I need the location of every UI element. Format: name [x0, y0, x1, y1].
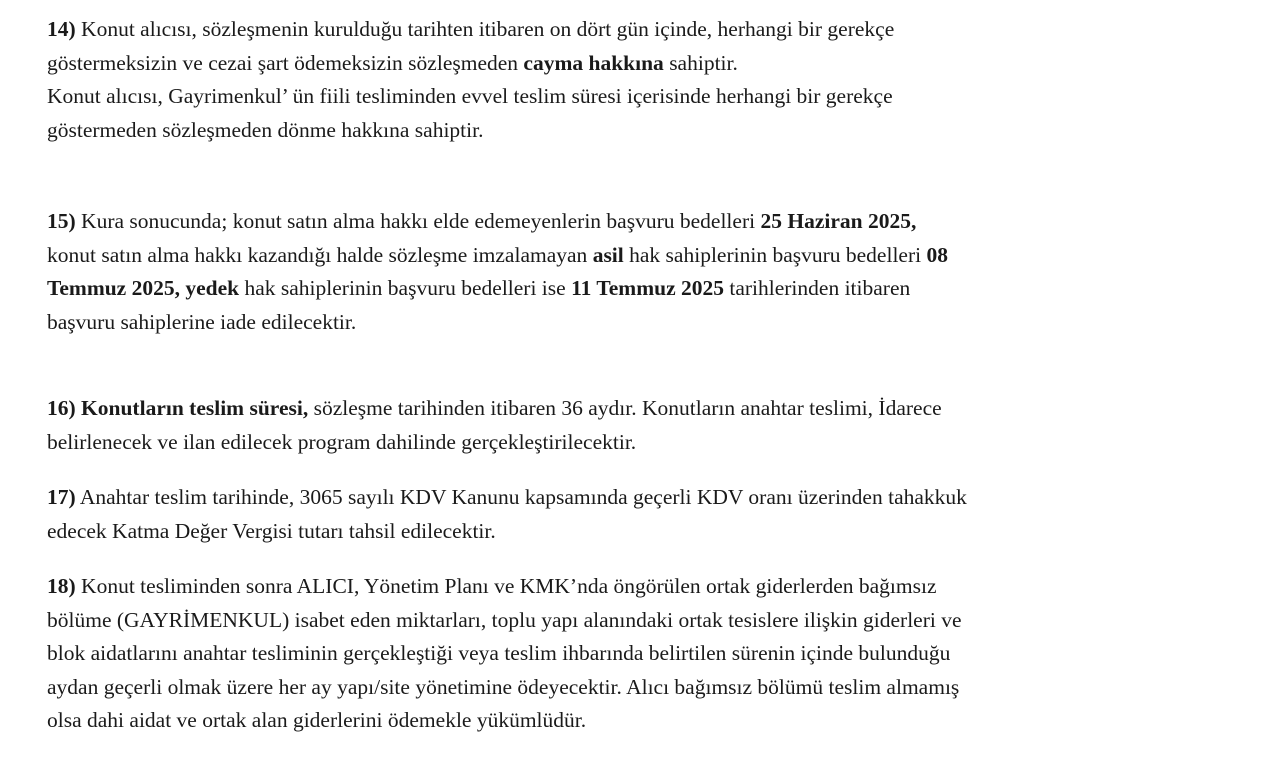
- clause-text: bölüme (GAYRİMENKUL) isabet eden miktarları, toplu yapı alanındaki ortak tesislere ilişkin giderleri ve: [47, 607, 962, 632]
- clause-text-bold: Konutların teslim süresi,: [81, 396, 309, 420]
- clause-number: 16): [47, 396, 76, 420]
- clause-14: [47, 13, 1247, 147]
- clause-text: Konut alıcısı, sözleşmenin kurulduğu tarihten itibaren on dört gün içinde, herhangi bir gerekçe: [75, 17, 895, 41]
- clause-text: Konut alıcısı, Gayrimenkul’ ün fiili tesliminden evvel teslim süresi içerisinde herhangi bir gerekçe: [47, 84, 893, 108]
- clause-18-line-4: [47, 671, 1247, 705]
- clause-text-bold: 11 Temmuz 2025: [571, 276, 724, 300]
- clause-text: hak sahiplerinin başvuru bedelleri ise: [239, 276, 572, 300]
- clause-text: Anahtar teslim tarihinde, 3065 sayılı KDV Kanunu kapsamında geçerli KDV oranı üzerinden tahakkuk: [75, 485, 967, 509]
- clause-text: göstermeksizin ve cezai şart ödemeksizin sözleşmeden: [47, 50, 524, 75]
- clause-15-line-3: [47, 272, 1247, 306]
- clause-18: [47, 570, 1247, 738]
- clause-text-bold: cayma hakkına: [523, 50, 664, 75]
- clause-14-line-3: [47, 80, 1247, 114]
- clause-14-line-2: [47, 47, 1247, 81]
- paragraph-spacer: [47, 459, 1247, 481]
- clause-text: belirlenecek ve ilan edilecek program dahilinde gerçekleştirilecektir.: [47, 429, 637, 454]
- clause-14-line-4: [47, 114, 1247, 148]
- clause-17-line-1: [47, 481, 1247, 515]
- clause-text: tarihlerinden itibaren: [723, 276, 911, 300]
- clause-18-line-5: [47, 704, 1247, 738]
- clause-text: edecek Katma Değer Vergisi tutarı tahsil edilecektir.: [47, 518, 496, 543]
- paragraph-spacer: [47, 339, 1247, 392]
- clause-15: [47, 205, 1247, 339]
- clause-text: Kura sonucunda; konut satın alma hakkı elde edemeyenlerin başvuru bedelleri: [75, 209, 761, 233]
- clause-text: göstermeden sözleşmeden dönme hakkına sahiptir.: [47, 117, 484, 142]
- paragraph-spacer: [47, 548, 1247, 570]
- clause-text: konut satın alma hakkı kazandığı halde sözleşme imzalamayan: [47, 242, 593, 267]
- paragraph-spacer: [47, 147, 1247, 205]
- clause-text-bold: asil: [592, 242, 624, 267]
- clause-text-bold: 25 Haziran 2025,: [760, 209, 917, 233]
- clause-text: blok aidatlarını anahtar tesliminin gerçekleştiği veya teslim ihbarında belirtilen sürenin içinde bulunduğu: [47, 641, 951, 665]
- clause-text: hak sahiplerinin başvuru bedelleri: [623, 242, 927, 267]
- clause-text-bold: 08: [926, 242, 948, 267]
- clause-text: sahiptir.: [663, 50, 738, 75]
- clause-number: 15): [47, 209, 76, 233]
- clause-15-line-4: [47, 306, 1247, 340]
- clause-text: olsa dahi aidat ve ortak alan giderlerini ödemekle yükümlüdür.: [47, 708, 587, 732]
- clause-16: [47, 392, 1247, 459]
- clause-15-line-1: [47, 205, 1247, 239]
- clause-15-line-2: [47, 239, 1247, 273]
- clause-text: aydan geçerli olmak üzere her ay yapı/site yönetimine ödeyecektir. Alıcı bağımsız bölümü teslim almamış: [47, 674, 960, 699]
- clause-16-line-2: [47, 426, 1247, 460]
- clause-14-line-1: [47, 13, 1247, 47]
- clause-number: 18): [47, 574, 76, 598]
- clause-17: [47, 481, 1247, 548]
- clause-text-bold: Temmuz 2025, yedek: [47, 276, 240, 300]
- clause-18-line-3: [47, 637, 1247, 671]
- clause-text: sözleşme tarihinden itibaren 36 aydır. Konutların anahtar teslimi, İdarece: [308, 396, 942, 420]
- clause-number: 17): [47, 485, 76, 509]
- clause-text: Konut tesliminden sonra ALICI, Yönetim Planı ve KMK’nda öngörülen ortak giderlerden bağımsız: [75, 574, 937, 598]
- clause-16-line-1: [47, 392, 1247, 426]
- clause-18-line-2: [47, 604, 1247, 638]
- clause-17-line-2: [47, 515, 1247, 549]
- document-page: [47, 13, 1247, 738]
- clause-text: başvuru sahiplerine iade edilecektir.: [47, 309, 357, 334]
- clause-number: 14): [47, 17, 76, 41]
- clause-18-line-1: [47, 570, 1247, 604]
